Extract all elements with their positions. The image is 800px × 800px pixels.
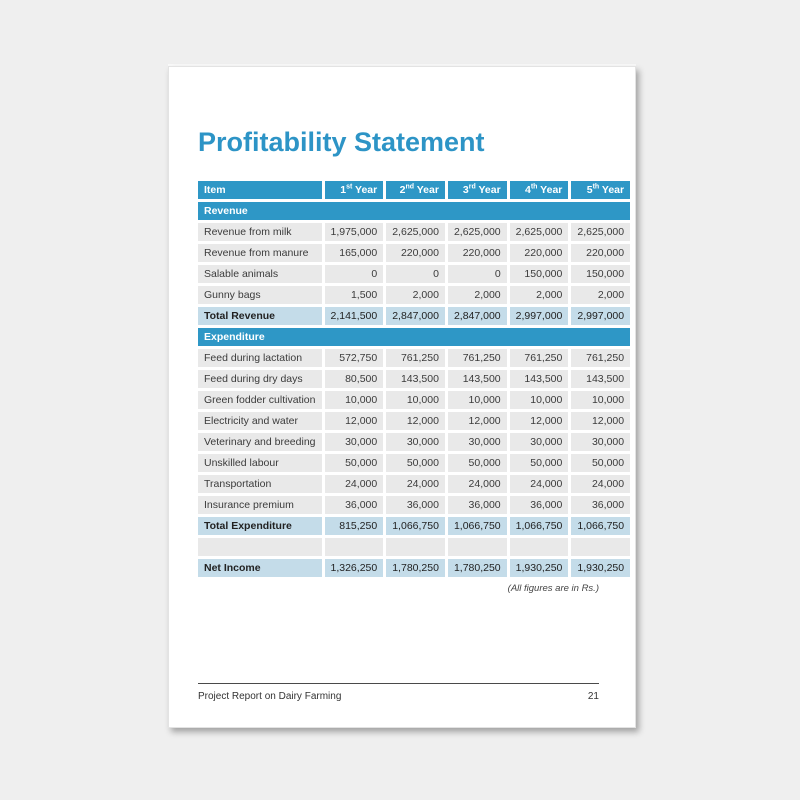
table-row	[198, 475, 630, 493]
value-cell: 761,250	[571, 349, 630, 367]
value-cell: 50,000	[510, 454, 569, 472]
table-row	[198, 370, 630, 388]
value-cell: 220,000	[448, 244, 507, 262]
value-cell: 1,975,000	[325, 223, 384, 241]
item-cell: Revenue from manure	[198, 244, 322, 262]
table-row	[198, 349, 630, 367]
value-cell: 2,997,000	[571, 307, 630, 325]
value-cell: 220,000	[571, 244, 630, 262]
item-cell: Total Revenue	[198, 307, 322, 325]
item-cell: Feed during dry days	[198, 370, 322, 388]
table-row	[198, 265, 630, 283]
table-row	[198, 454, 630, 472]
value-cell: 1,326,250	[325, 559, 384, 577]
total-row	[198, 307, 630, 325]
value-cell: 24,000	[448, 475, 507, 493]
value-cell: 10,000	[386, 391, 445, 409]
value-cell: 2,000	[571, 286, 630, 304]
section-label-cell: Expenditure	[198, 328, 630, 346]
profitability-table	[195, 178, 633, 580]
value-cell: 150,000	[571, 265, 630, 283]
section-row	[198, 202, 630, 220]
value-cell: 2,141,500	[325, 307, 384, 325]
value-cell: 12,000	[448, 412, 507, 430]
value-cell: 2,847,000	[448, 307, 507, 325]
total-row	[198, 517, 630, 535]
total-row	[198, 559, 630, 577]
value-cell: 761,250	[448, 349, 507, 367]
value-cell: 572,750	[325, 349, 384, 367]
value-cell: 2,625,000	[510, 223, 569, 241]
value-cell: 1,780,250	[386, 559, 445, 577]
page-title: Profitability Statement	[198, 127, 485, 157]
value-cell: 2,847,000	[386, 307, 445, 325]
value-cell: 12,000	[571, 412, 630, 430]
value-cell: 30,000	[510, 433, 569, 451]
value-cell: 0	[386, 265, 445, 283]
value-cell: 815,250	[325, 517, 384, 535]
value-cell: 30,000	[571, 433, 630, 451]
document-page	[168, 66, 636, 728]
value-cell: 143,500	[386, 370, 445, 388]
value-cell: 0	[448, 265, 507, 283]
value-cell: 150,000	[510, 265, 569, 283]
item-cell: Net Income	[198, 559, 322, 577]
value-cell: 24,000	[325, 475, 384, 493]
footer-document-name: Project Report on Dairy Farming	[198, 691, 342, 702]
value-cell: 2,000	[448, 286, 507, 304]
table-row	[198, 286, 630, 304]
value-cell: 220,000	[510, 244, 569, 262]
value-cell	[386, 538, 445, 556]
item-cell: Veterinary and breeding	[198, 433, 322, 451]
value-cell: 1,066,750	[386, 517, 445, 535]
header-year-cell: 5th Year	[571, 181, 630, 199]
value-cell: 1,066,750	[448, 517, 507, 535]
value-cell: 50,000	[571, 454, 630, 472]
value-cell: 30,000	[386, 433, 445, 451]
header-year-cell: 3rd Year	[448, 181, 507, 199]
item-cell: Total Expenditure	[198, 517, 322, 535]
value-cell: 30,000	[448, 433, 507, 451]
page-content	[198, 67, 625, 595]
table-row	[198, 433, 630, 451]
value-cell: 12,000	[386, 412, 445, 430]
table-row	[198, 496, 630, 514]
item-cell: Green fodder cultivation	[198, 391, 322, 409]
table-row	[198, 223, 630, 241]
value-cell: 165,000	[325, 244, 384, 262]
value-cell	[571, 538, 630, 556]
item-cell: Insurance premium	[198, 496, 322, 514]
value-cell: 1,500	[325, 286, 384, 304]
header-year-cell: 2nd Year	[386, 181, 445, 199]
item-cell: Feed during lactation	[198, 349, 322, 367]
item-cell: Unskilled labour	[198, 454, 322, 472]
value-cell: 2,625,000	[448, 223, 507, 241]
value-cell: 1,930,250	[510, 559, 569, 577]
value-cell: 24,000	[571, 475, 630, 493]
item-cell: Transportation	[198, 475, 322, 493]
table-header-row	[198, 181, 630, 199]
page-footer	[198, 683, 599, 702]
value-cell: 12,000	[510, 412, 569, 430]
value-cell: 36,000	[510, 496, 569, 514]
value-cell: 50,000	[448, 454, 507, 472]
footer-page-number: 21	[587, 691, 599, 702]
item-cell	[198, 538, 322, 556]
value-cell: 143,500	[510, 370, 569, 388]
header-year-cell: 1st Year	[325, 181, 384, 199]
value-cell: 12,000	[325, 412, 384, 430]
item-cell: Gunny bags	[198, 286, 322, 304]
value-cell: 80,500	[325, 370, 384, 388]
value-cell: 24,000	[510, 475, 569, 493]
value-cell: 36,000	[571, 496, 630, 514]
value-cell: 10,000	[448, 391, 507, 409]
value-cell: 2,625,000	[386, 223, 445, 241]
item-cell: Revenue from milk	[198, 223, 322, 241]
value-cell: 1,066,750	[571, 517, 630, 535]
value-cell: 50,000	[386, 454, 445, 472]
header-item-cell: Item	[198, 181, 322, 199]
value-cell: 36,000	[448, 496, 507, 514]
value-cell: 143,500	[571, 370, 630, 388]
section-label-cell: Revenue	[198, 202, 630, 220]
value-cell: 2,625,000	[571, 223, 630, 241]
value-cell: 2,000	[510, 286, 569, 304]
value-cell: 1,066,750	[510, 517, 569, 535]
value-cell: 761,250	[386, 349, 445, 367]
item-cell: Electricity and water	[198, 412, 322, 430]
value-cell: 36,000	[325, 496, 384, 514]
value-cell	[325, 538, 384, 556]
header-year-cell: 4th Year	[510, 181, 569, 199]
section-row	[198, 328, 630, 346]
value-cell	[510, 538, 569, 556]
value-cell: 2,000	[386, 286, 445, 304]
value-cell: 30,000	[325, 433, 384, 451]
figures-note: (All figures are in Rs.)	[507, 583, 599, 595]
value-cell: 1,930,250	[571, 559, 630, 577]
value-cell: 1,780,250	[448, 559, 507, 577]
value-cell: 10,000	[325, 391, 384, 409]
item-cell: Salable animals	[198, 265, 322, 283]
value-cell: 2,997,000	[510, 307, 569, 325]
table-row	[198, 538, 630, 556]
value-cell: 10,000	[571, 391, 630, 409]
value-cell	[448, 538, 507, 556]
value-cell: 0	[325, 265, 384, 283]
value-cell: 220,000	[386, 244, 445, 262]
value-cell: 50,000	[325, 454, 384, 472]
table-row	[198, 412, 630, 430]
value-cell: 24,000	[386, 475, 445, 493]
value-cell: 761,250	[510, 349, 569, 367]
table-row	[198, 391, 630, 409]
value-cell: 36,000	[386, 496, 445, 514]
value-cell: 143,500	[448, 370, 507, 388]
table-row	[198, 244, 630, 262]
value-cell: 10,000	[510, 391, 569, 409]
